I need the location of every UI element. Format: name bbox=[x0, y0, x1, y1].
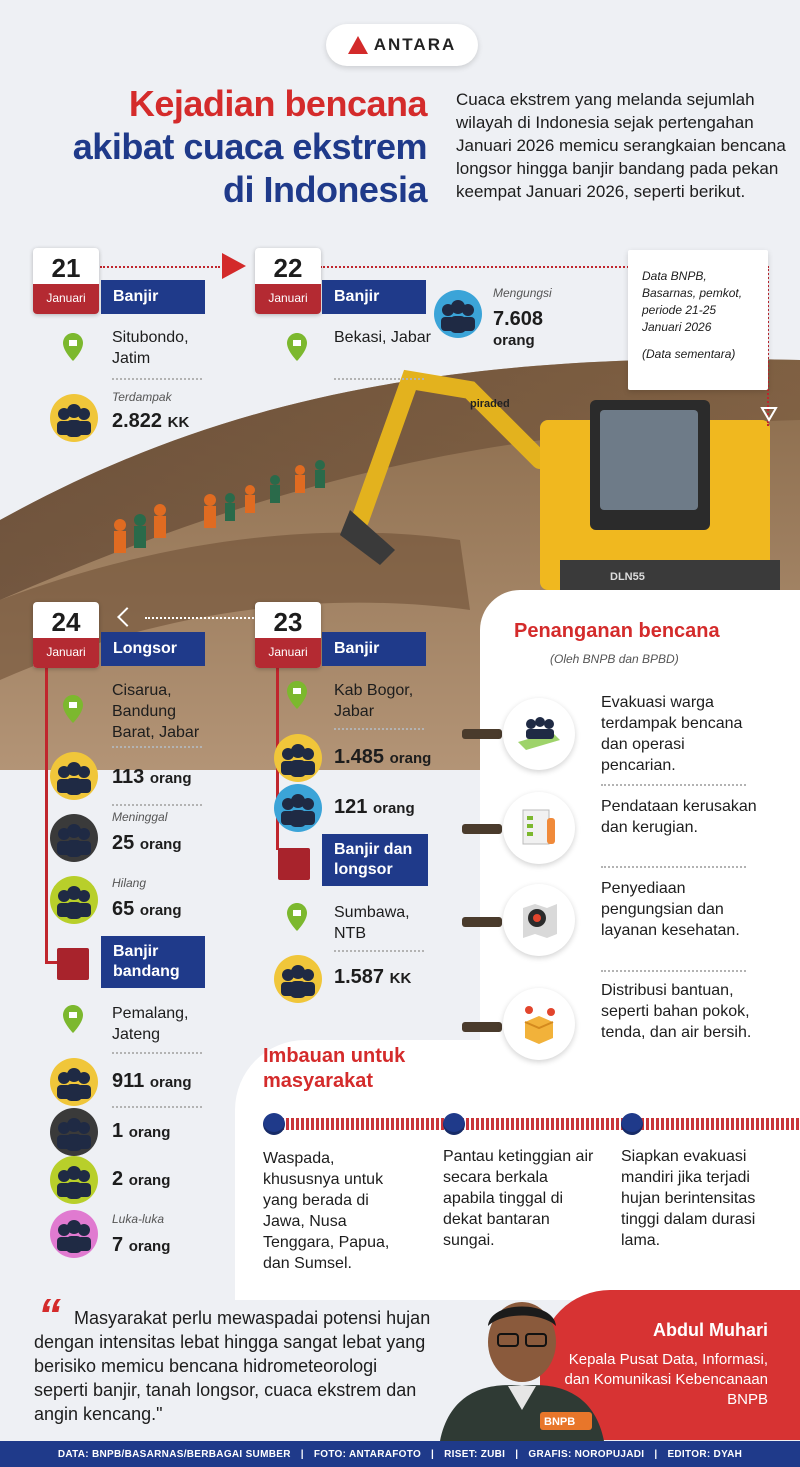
injured-caption: Luka-luka bbox=[112, 1212, 165, 1226]
handling-connector bbox=[462, 917, 502, 927]
divider bbox=[601, 866, 746, 868]
handling-item: Penyediaan pengungsian dan layanan kesehatan. bbox=[601, 880, 740, 939]
evac-caption: Mengungsi bbox=[493, 286, 552, 300]
divider bbox=[112, 378, 202, 380]
title-line-2: akibat cuaca ekstrem bbox=[72, 126, 427, 167]
location-pin-icon bbox=[62, 694, 84, 724]
date-day: 24 bbox=[51, 607, 81, 637]
divider bbox=[334, 728, 424, 730]
advice-timeline bbox=[276, 1118, 800, 1130]
dead-caption: Meninggal bbox=[112, 810, 168, 824]
handling-subtitle: (Oleh BNPB dan BPBD) bbox=[550, 652, 679, 666]
distribution-box-icon bbox=[503, 988, 575, 1060]
antara-logo-icon bbox=[348, 36, 368, 54]
handling-item: Evakuasi warga terdampak bencana dan operasi pencarian. bbox=[601, 694, 743, 774]
vest-text: BNPB bbox=[544, 1416, 576, 1428]
advice-bullet bbox=[263, 1113, 285, 1135]
location-pin-icon bbox=[62, 332, 84, 362]
advice-bullet bbox=[621, 1113, 643, 1135]
location-pin-icon bbox=[286, 332, 308, 362]
divider bbox=[334, 950, 424, 952]
event-location: Pemalang, Jateng bbox=[112, 1005, 189, 1043]
date-month: Januari bbox=[255, 284, 321, 314]
people-icon bbox=[50, 752, 98, 800]
event-type-label: Banjir bandang bbox=[101, 936, 205, 988]
quote-mark-icon: “ bbox=[38, 1289, 61, 1341]
credit-photo: FOTO: ANTARAFOTO bbox=[313, 1448, 422, 1460]
event-type-label: Banjir bbox=[322, 280, 426, 314]
excavator-brand-text: piraded bbox=[470, 398, 510, 410]
missing-caption: Hilang bbox=[112, 876, 147, 890]
credit-separator: | bbox=[654, 1448, 658, 1460]
event-type-label: Banjir bbox=[322, 632, 426, 666]
missing-stat: 2 orang bbox=[112, 1168, 171, 1190]
date-badge-24 bbox=[33, 602, 99, 668]
impact-stat: 2.822 KK bbox=[112, 410, 190, 432]
credits-footer bbox=[0, 1441, 800, 1467]
timeline-line bbox=[45, 648, 48, 963]
event-location: Situbondo, Jatim bbox=[112, 329, 189, 367]
people-icon bbox=[50, 1156, 98, 1204]
handling-title: Penanganan bencana bbox=[514, 620, 720, 642]
title-line-1: Kejadian bencana bbox=[128, 83, 427, 124]
map-pin-icon bbox=[503, 884, 575, 956]
date-badge-21 bbox=[33, 248, 99, 314]
handling-connector bbox=[462, 1022, 502, 1032]
divider bbox=[601, 784, 746, 786]
speaker-name: Abdul Muhari bbox=[653, 1320, 768, 1340]
event-location: Cisarua, Bandung Barat, Jabar bbox=[112, 682, 200, 741]
advice-item: Siapkan evakuasi mandiri jika terjadi hujan berintensitas tinggi dalam durasi lama. bbox=[621, 1148, 756, 1249]
arrow-right-icon bbox=[222, 253, 246, 279]
event-location: Bekasi, Jabar bbox=[334, 329, 431, 346]
source-note bbox=[628, 250, 768, 390]
people-icon bbox=[274, 955, 322, 1003]
credit-data: DATA: BNPB/BASARNAS/BERBAGAI SUMBER bbox=[57, 1448, 291, 1460]
missing-stat: 65 orang bbox=[112, 898, 182, 920]
people-icon bbox=[50, 1210, 98, 1258]
page-title bbox=[22, 82, 427, 211]
timeline-connector bbox=[145, 617, 265, 619]
divider bbox=[334, 378, 424, 380]
event-type-label: Banjir bbox=[101, 280, 205, 314]
event-marker bbox=[57, 948, 89, 980]
divider bbox=[601, 970, 746, 972]
people-icon bbox=[50, 1108, 98, 1156]
speaker-role: Kepala Pusat Data, Informasi, dan Komunikasi Kebencanaan BNPB bbox=[564, 1351, 768, 1408]
people-icon bbox=[434, 290, 482, 338]
machine-model-text: DLN55 bbox=[610, 571, 645, 583]
divider bbox=[112, 1052, 202, 1054]
advice-item: Pantau ketinggian air secara berkala apabila tinggal di dekat bantaran sungai. bbox=[443, 1148, 594, 1249]
quote-text: Masyarakat perlu mewaspadai potensi hujan dengan intensitas lebat hingga sangat lebat yang berisiko memicu bencana hidrometeorologi seperti banjir, tanah longsor, cuaca ekstrem dan angin kencang." bbox=[34, 1308, 431, 1424]
handling-connector bbox=[462, 729, 502, 739]
logo-text: ANTARA bbox=[373, 35, 457, 54]
date-day: 21 bbox=[51, 253, 81, 283]
handling-item: Pendataan kerusakan dan kerugian. bbox=[601, 798, 757, 836]
affected-stat: 911 orang bbox=[112, 1070, 192, 1092]
date-day: 23 bbox=[273, 607, 303, 637]
injured-stat: 7 orang bbox=[112, 1234, 171, 1256]
date-month: Januari bbox=[33, 284, 99, 314]
advice-item: Waspada, khususnya untuk yang berada di Jawa, Nusa Tenggara, Papua, dan Sumsel. bbox=[263, 1150, 390, 1272]
date-month: Januari bbox=[255, 638, 321, 668]
title-line-3: di Indonesia bbox=[222, 169, 427, 210]
people-icon bbox=[50, 1058, 98, 1106]
affected-stat: 113 orang bbox=[112, 766, 192, 788]
source-note-text: Data BNPB, Basarnas, pemkot, periode 21-25 Januari 2026 bbox=[642, 269, 743, 334]
divider bbox=[112, 746, 202, 748]
people-icon bbox=[50, 876, 98, 924]
credit-editor: EDITOR: DYAH bbox=[667, 1448, 743, 1460]
credit-separator: | bbox=[300, 1448, 304, 1460]
evac-value: 7.608 bbox=[493, 308, 544, 330]
people-icon bbox=[274, 784, 322, 832]
handling-item: Distribusi bantuan, seperti bahan pokok, tenda, dan air bersih. bbox=[601, 982, 752, 1041]
provisional-note: (Data sementara) bbox=[642, 347, 736, 361]
arrow-down-icon bbox=[760, 402, 778, 422]
event-location: Sumbawa, NTB bbox=[334, 904, 410, 942]
timeline-connector bbox=[100, 266, 220, 268]
location-pin-icon bbox=[62, 1004, 84, 1034]
evacuation-icon bbox=[503, 698, 575, 770]
credit-separator: | bbox=[515, 1448, 519, 1460]
event-type-label: Banjir dan longsor bbox=[322, 834, 428, 886]
event-location: Kab Bogor, Jabar bbox=[334, 682, 414, 720]
divider bbox=[112, 1106, 202, 1108]
intro-paragraph: Cuaca ekstrem yang melanda sejumlah wilayah di Indonesia sejak pertengahan Januari 2026 memicu serangkaian bencana longsor hingga banjir bandang pada pekan keempat Januari 2026, seperti berikut. bbox=[456, 90, 786, 201]
handling-connector bbox=[462, 824, 502, 834]
advice-bullet bbox=[443, 1113, 465, 1135]
event-type-label: Longsor bbox=[101, 632, 205, 666]
advice-title: Imbauan untuk masyarakat bbox=[263, 1045, 406, 1092]
people-icon bbox=[50, 814, 98, 862]
credit-graphic: GRAFIS: NOROPUJADI bbox=[528, 1448, 645, 1460]
date-day: 22 bbox=[273, 253, 303, 283]
people-icon bbox=[274, 734, 322, 782]
location-pin-icon bbox=[286, 680, 308, 710]
affected-stat: 1.485 orang bbox=[334, 746, 432, 768]
evac-stat: 121 orang bbox=[334, 796, 415, 818]
dead-stat: 1 orang bbox=[112, 1120, 171, 1142]
credit-separator: | bbox=[431, 1448, 435, 1460]
data-report-icon bbox=[503, 792, 575, 864]
date-month: Januari bbox=[33, 638, 99, 668]
dead-stat: 25 orang bbox=[112, 832, 182, 854]
location-pin-icon bbox=[286, 902, 308, 932]
credit-research: RISET: ZUBI bbox=[444, 1448, 506, 1460]
antara-logo bbox=[326, 24, 478, 66]
people-icon bbox=[50, 394, 98, 442]
divider bbox=[112, 804, 202, 806]
affected-stat: 1.587 KK bbox=[334, 966, 412, 988]
evac-unit: orang bbox=[493, 332, 535, 349]
impact-caption: Terdampak bbox=[112, 390, 172, 404]
event-marker bbox=[278, 848, 310, 880]
date-badge-22 bbox=[255, 248, 321, 314]
date-badge-23 bbox=[255, 602, 321, 668]
